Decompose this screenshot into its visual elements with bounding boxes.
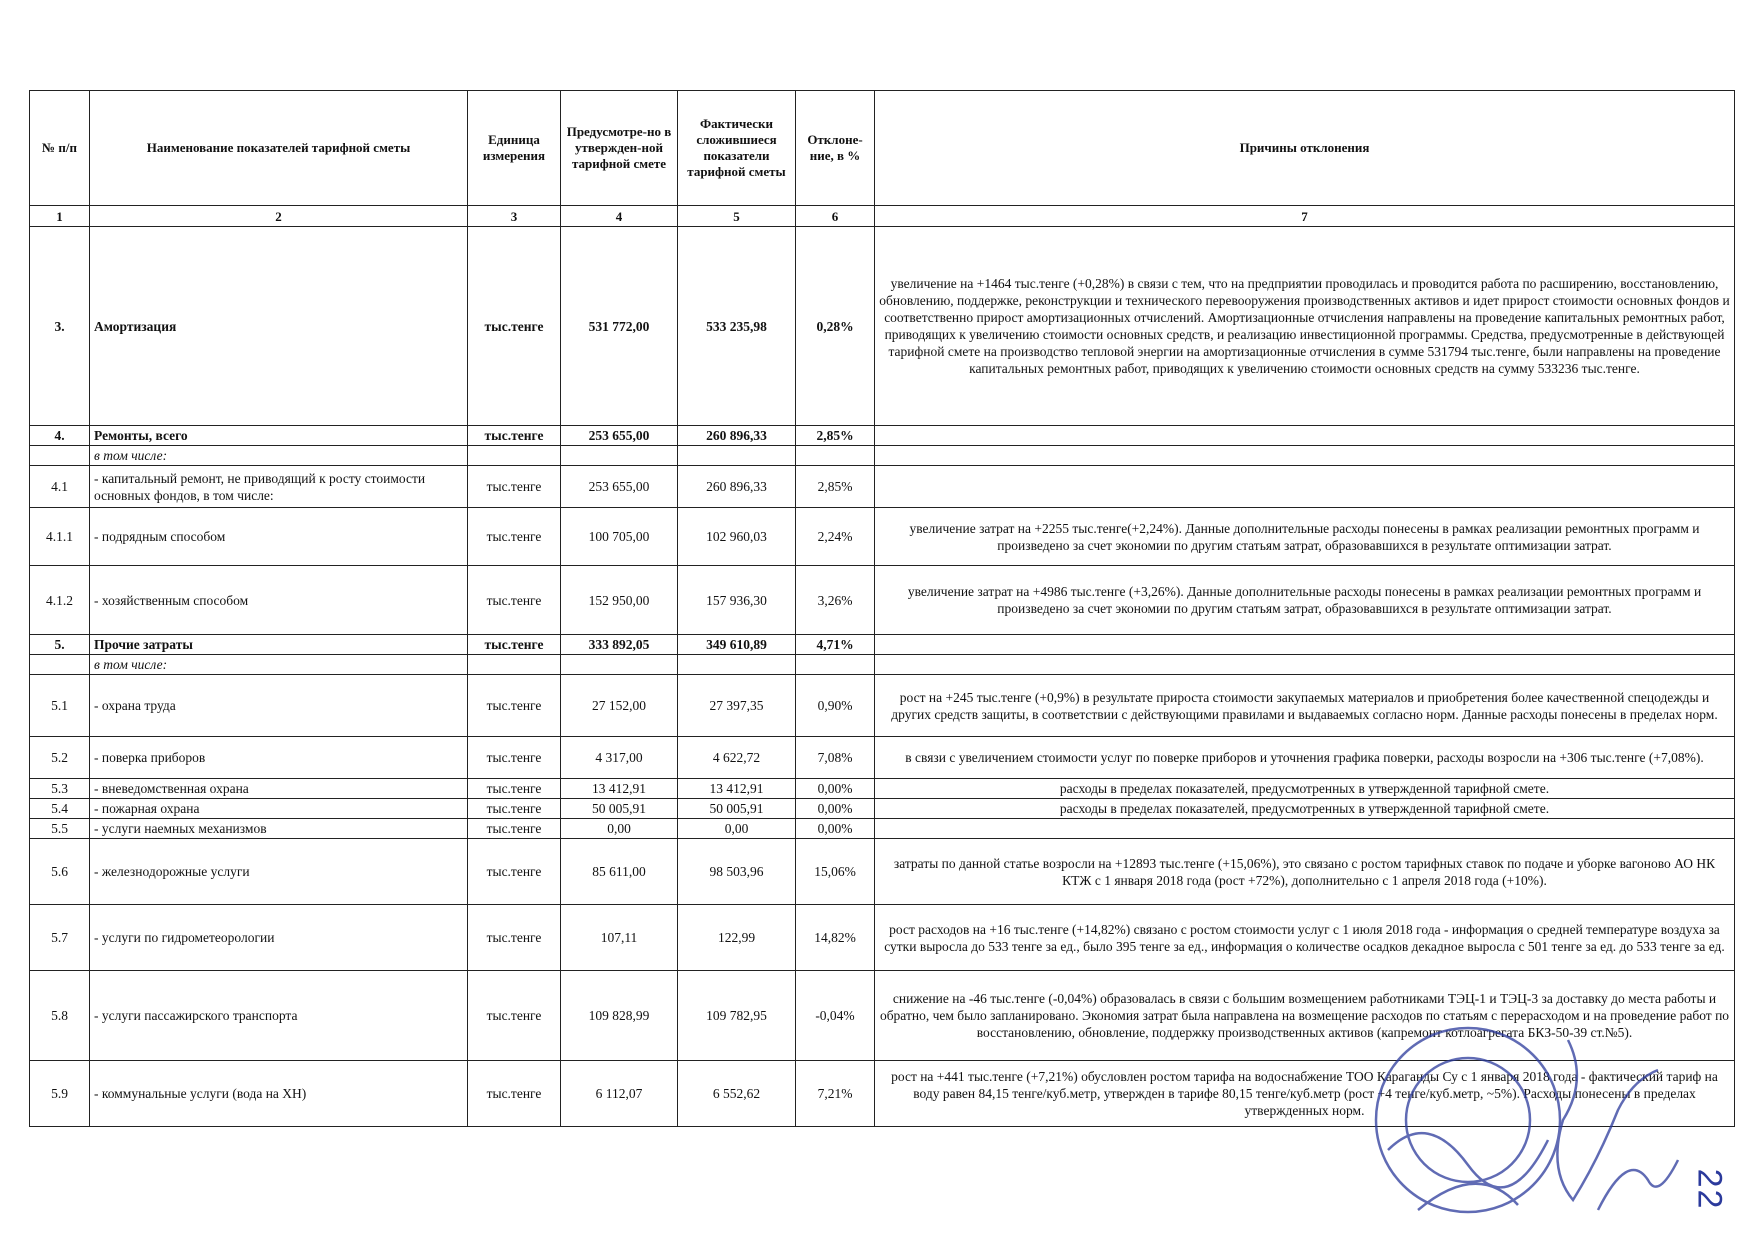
header-deviation: Отклоне-ние, в % bbox=[796, 91, 875, 206]
row-deviation bbox=[796, 655, 875, 675]
row-unit: тыс.тенге bbox=[468, 1061, 561, 1127]
column-number-row bbox=[30, 206, 1735, 227]
row-name: - подрядным способом bbox=[90, 508, 468, 566]
row-unit: тыс.тенге bbox=[468, 675, 561, 737]
row-deviation: 7,21% bbox=[796, 1061, 875, 1127]
row-reason bbox=[875, 466, 1735, 508]
table-body bbox=[30, 206, 1735, 1127]
row-name: - железнодорожные услуги bbox=[90, 839, 468, 905]
row-number: 3. bbox=[30, 227, 90, 426]
column-number: 7 bbox=[875, 206, 1735, 227]
row-number: 5.4 bbox=[30, 799, 90, 819]
row-actual-value: 6 552,62 bbox=[678, 1061, 796, 1127]
row-actual-value: 102 960,03 bbox=[678, 508, 796, 566]
row-actual-value: 533 235,98 bbox=[678, 227, 796, 426]
header-reasons: Причины отклонения bbox=[875, 91, 1735, 206]
table-row bbox=[30, 466, 1735, 508]
row-unit: тыс.тенге bbox=[468, 971, 561, 1061]
row-name: - пожарная охрана bbox=[90, 799, 468, 819]
row-deviation: 0,90% bbox=[796, 675, 875, 737]
header-planned: Предусмотре-но в утвержден-ной тарифной смете bbox=[561, 91, 678, 206]
row-planned-value: 13 412,91 bbox=[561, 779, 678, 799]
row-deviation bbox=[796, 446, 875, 466]
table-row bbox=[30, 905, 1735, 971]
row-reason: увеличение на +1464 тыс.тенге (+0,28%) в связи с тем, что на предприятии проводилась и проводится работа по расширению, восстановлению, обновлению, поддержке, реконструкции и технического перевооружения производственных активов и идет прирост стоимости основных фондов и соответственно прирост амортизационных отчислений. Амортизационные отчисления направлены на проведение капитальных ремонтных работ, приводящих к увеличению стоимости основных средств, и реализацию инвестиционной программы. Средства, предусмотренные в действующей тарифной смете на производство тепловой энергии на амортизационные отчисления в сумме 531794 тыс.тенге, были направлены на проведение капитальных ремонтных работ, приводящих к увеличению стоимости основных средств на сумму 533236 тыс.тенге. bbox=[875, 227, 1735, 426]
row-planned-value bbox=[561, 446, 678, 466]
row-unit: тыс.тенге bbox=[468, 466, 561, 508]
table-row bbox=[30, 227, 1735, 426]
row-number: 4. bbox=[30, 426, 90, 446]
header-row bbox=[30, 91, 1735, 206]
row-deviation: 0,00% bbox=[796, 779, 875, 799]
row-reason bbox=[875, 426, 1735, 446]
row-name: - поверка приборов bbox=[90, 737, 468, 779]
row-number: 5.9 bbox=[30, 1061, 90, 1127]
row-name: - коммунальные услуги (вода на ХН) bbox=[90, 1061, 468, 1127]
row-name: - капитальный ремонт, не приводящий к росту стоимости основных фондов, в том числе: bbox=[90, 466, 468, 508]
row-planned-value: 333 892,05 bbox=[561, 635, 678, 655]
row-planned-value: 253 655,00 bbox=[561, 426, 678, 446]
row-planned-value: 253 655,00 bbox=[561, 466, 678, 508]
row-unit: тыс.тенге bbox=[468, 819, 561, 839]
row-number: 5.3 bbox=[30, 779, 90, 799]
row-reason bbox=[875, 655, 1735, 675]
row-deviation: 0,28% bbox=[796, 227, 875, 426]
row-deviation: 2,85% bbox=[796, 466, 875, 508]
row-actual-value: 4 622,72 bbox=[678, 737, 796, 779]
column-number: 4 bbox=[561, 206, 678, 227]
row-actual-value: 109 782,95 bbox=[678, 971, 796, 1061]
row-number: 5.6 bbox=[30, 839, 90, 905]
table-row bbox=[30, 635, 1735, 655]
header-num: № п/п bbox=[30, 91, 90, 206]
row-actual-value bbox=[678, 446, 796, 466]
row-name: - услуги по гидрометеорологии bbox=[90, 905, 468, 971]
row-unit bbox=[468, 446, 561, 466]
row-actual-value: 157 936,30 bbox=[678, 566, 796, 635]
row-reason bbox=[875, 819, 1735, 839]
row-actual-value: 13 412,91 bbox=[678, 779, 796, 799]
row-number: 5. bbox=[30, 635, 90, 655]
row-deviation: 0,00% bbox=[796, 819, 875, 839]
row-number: 4.1 bbox=[30, 466, 90, 508]
row-name: Прочие затраты bbox=[90, 635, 468, 655]
row-number bbox=[30, 446, 90, 466]
row-planned-value: 27 152,00 bbox=[561, 675, 678, 737]
row-planned-value: 85 611,00 bbox=[561, 839, 678, 905]
row-actual-value: 27 397,35 bbox=[678, 675, 796, 737]
row-reason: в связи с увеличением стоимости услуг по поверке приборов и уточнения графика поверки, расходы возросли на +306 тыс.тенге (+7,08%). bbox=[875, 737, 1735, 779]
row-number: 4.1.1 bbox=[30, 508, 90, 566]
row-planned-value: 100 705,00 bbox=[561, 508, 678, 566]
row-planned-value: 531 772,00 bbox=[561, 227, 678, 426]
column-number: 3 bbox=[468, 206, 561, 227]
row-planned-value: 109 828,99 bbox=[561, 971, 678, 1061]
row-number: 5.2 bbox=[30, 737, 90, 779]
row-unit bbox=[468, 655, 561, 675]
row-reason: рост на +441 тыс.тенге (+7,21%) обусловлен ростом тарифа на водоснабжение ТОО Караганды Су с 1 января 2018 года - фактический тариф на воду равен 84,15 тенге/куб.метр, утвержден в тарифе 80,15 тенге/куб.метр (рост +4 тенге/куб.метр, ~5%). Расходы понесены в пределах утвержденных норм. bbox=[875, 1061, 1735, 1127]
row-number: 5.7 bbox=[30, 905, 90, 971]
row-deviation: 0,00% bbox=[796, 799, 875, 819]
row-deviation: 2,85% bbox=[796, 426, 875, 446]
row-deviation: 14,82% bbox=[796, 905, 875, 971]
row-reason bbox=[875, 446, 1735, 466]
row-name: в том числе: bbox=[90, 446, 468, 466]
table-row bbox=[30, 675, 1735, 737]
row-planned-value: 4 317,00 bbox=[561, 737, 678, 779]
row-unit: тыс.тенге bbox=[468, 737, 561, 779]
table-row bbox=[30, 655, 1735, 675]
row-reason bbox=[875, 635, 1735, 655]
row-unit: тыс.тенге bbox=[468, 779, 561, 799]
table-row bbox=[30, 446, 1735, 466]
column-number: 2 bbox=[90, 206, 468, 227]
row-reason: снижение на -46 тыс.тенге (-0,04%) образовалась в связи с большим возмещением работниками ТЭЦ-1 и ТЭЦ-3 за доставку до места работы и обратно, чем было запланировано. Экономия затрат была направлена на возмещение расходов по статьям с перерасходом и на проведение работ по восстановлению, обновление, поддержку производственных активов (капремонт котлоагрегата БКЗ-50-39 ст.№5). bbox=[875, 971, 1735, 1061]
row-deviation: 2,24% bbox=[796, 508, 875, 566]
row-planned-value: 0,00 bbox=[561, 819, 678, 839]
table-row bbox=[30, 819, 1735, 839]
table-row bbox=[30, 799, 1735, 819]
row-actual-value: 260 896,33 bbox=[678, 426, 796, 446]
row-number: 5.5 bbox=[30, 819, 90, 839]
table-row bbox=[30, 737, 1735, 779]
row-reason: рост на +245 тыс.тенге (+0,9%) в результате прироста стоимости закупаемых материалов и приобретения более качественной спецодежды и других средств защиты, в соответствии с действующими правилами и выдаваемых согласно норм. Данные расходы понесены в пределах норм. bbox=[875, 675, 1735, 737]
row-reason: рост расходов на +16 тыс.тенге (+14,82%) связано с ростом стоимости услуг с 1 июля 2018 года - информация о средней температуре воздуха за сутки выросла до 533 тенге за ед., было 395 тенге за ед., информация о количестве осадков декадное выросла с 501 тенге за ед. до 533 тенге за ед. bbox=[875, 905, 1735, 971]
row-unit: тыс.тенге bbox=[468, 566, 561, 635]
row-reason: затраты по данной статье возросли на +12893 тыс.тенге (+15,06%), это связано с ростом тарифных ставок по подаче и уборке вагоново АО НК КТЖ с 1 января 2018 года (рост +72%), дополнительно с 1 апреля 2018 года (+10%). bbox=[875, 839, 1735, 905]
row-planned-value bbox=[561, 655, 678, 675]
row-planned-value: 107,11 bbox=[561, 905, 678, 971]
row-number bbox=[30, 655, 90, 675]
tariff-estimate-table bbox=[29, 90, 1735, 1127]
row-unit: тыс.тенге bbox=[468, 227, 561, 426]
row-name: - вневедомственная охрана bbox=[90, 779, 468, 799]
row-number: 5.1 bbox=[30, 675, 90, 737]
column-number: 6 bbox=[796, 206, 875, 227]
row-number: 5.8 bbox=[30, 971, 90, 1061]
row-reason: расходы в пределах показателей, предусмотренных в утвержденной тарифной смете. bbox=[875, 779, 1735, 799]
table-row bbox=[30, 839, 1735, 905]
header-name: Наименование показателей тарифной сметы bbox=[90, 91, 468, 206]
row-unit: тыс.тенге bbox=[468, 426, 561, 446]
table-row bbox=[30, 508, 1735, 566]
row-name: - услуги пассажирского транспорта bbox=[90, 971, 468, 1061]
row-name: - услуги наемных механизмов bbox=[90, 819, 468, 839]
row-unit: тыс.тенге bbox=[468, 508, 561, 566]
row-unit: тыс.тенге bbox=[468, 905, 561, 971]
row-name: Ремонты, всего bbox=[90, 426, 468, 446]
table-row bbox=[30, 426, 1735, 446]
row-planned-value: 50 005,91 bbox=[561, 799, 678, 819]
row-actual-value bbox=[678, 655, 796, 675]
row-actual-value: 50 005,91 bbox=[678, 799, 796, 819]
official-stamp bbox=[1358, 1000, 1688, 1240]
row-deviation: 7,08% bbox=[796, 737, 875, 779]
row-unit: тыс.тенге bbox=[468, 635, 561, 655]
column-number: 1 bbox=[30, 206, 90, 227]
header-unit: Единица измерения bbox=[468, 91, 561, 206]
row-actual-value: 122,99 bbox=[678, 905, 796, 971]
row-deviation: 4,71% bbox=[796, 635, 875, 655]
row-deviation: 3,26% bbox=[796, 566, 875, 635]
column-number: 5 bbox=[678, 206, 796, 227]
row-unit: тыс.тенге bbox=[468, 839, 561, 905]
table-row bbox=[30, 566, 1735, 635]
table-row bbox=[30, 779, 1735, 799]
row-planned-value: 152 950,00 bbox=[561, 566, 678, 635]
row-actual-value: 0,00 bbox=[678, 819, 796, 839]
row-deviation: 15,06% bbox=[796, 839, 875, 905]
row-name: в том числе: bbox=[90, 655, 468, 675]
row-unit: тыс.тенге bbox=[468, 799, 561, 819]
row-actual-value: 349 610,89 bbox=[678, 635, 796, 655]
row-deviation: -0,04% bbox=[796, 971, 875, 1061]
row-actual-value: 260 896,33 bbox=[678, 466, 796, 508]
row-reason: увеличение затрат на +4986 тыс.тенге (+3,26%). Данные дополнительные расходы понесены в рамках реализации ремонтных программ и произведено за счет экономии по другим статьям затрат, образовавшихся в результате оптимизации затрат. bbox=[875, 566, 1735, 635]
row-actual-value: 98 503,96 bbox=[678, 839, 796, 905]
row-name: Амортизация bbox=[90, 227, 468, 426]
header-actual: Фактически сложившиеся показатели тарифной сметы bbox=[678, 91, 796, 206]
row-planned-value: 6 112,07 bbox=[561, 1061, 678, 1127]
row-name: - хозяйственным способом bbox=[90, 566, 468, 635]
page-number: 22 bbox=[1690, 1168, 1729, 1211]
row-name: - охрана труда bbox=[90, 675, 468, 737]
row-reason: расходы в пределах показателей, предусмотренных в утвержденной тарифной смете. bbox=[875, 799, 1735, 819]
row-reason: увеличение затрат на +2255 тыс.тенге(+2,24%). Данные дополнительные расходы понесены в рамках реализации ремонтных программ и произведено за счет экономии по другим статьям затрат, образовавшихся в результате оптимизации затрат. bbox=[875, 508, 1735, 566]
row-number: 4.1.2 bbox=[30, 566, 90, 635]
